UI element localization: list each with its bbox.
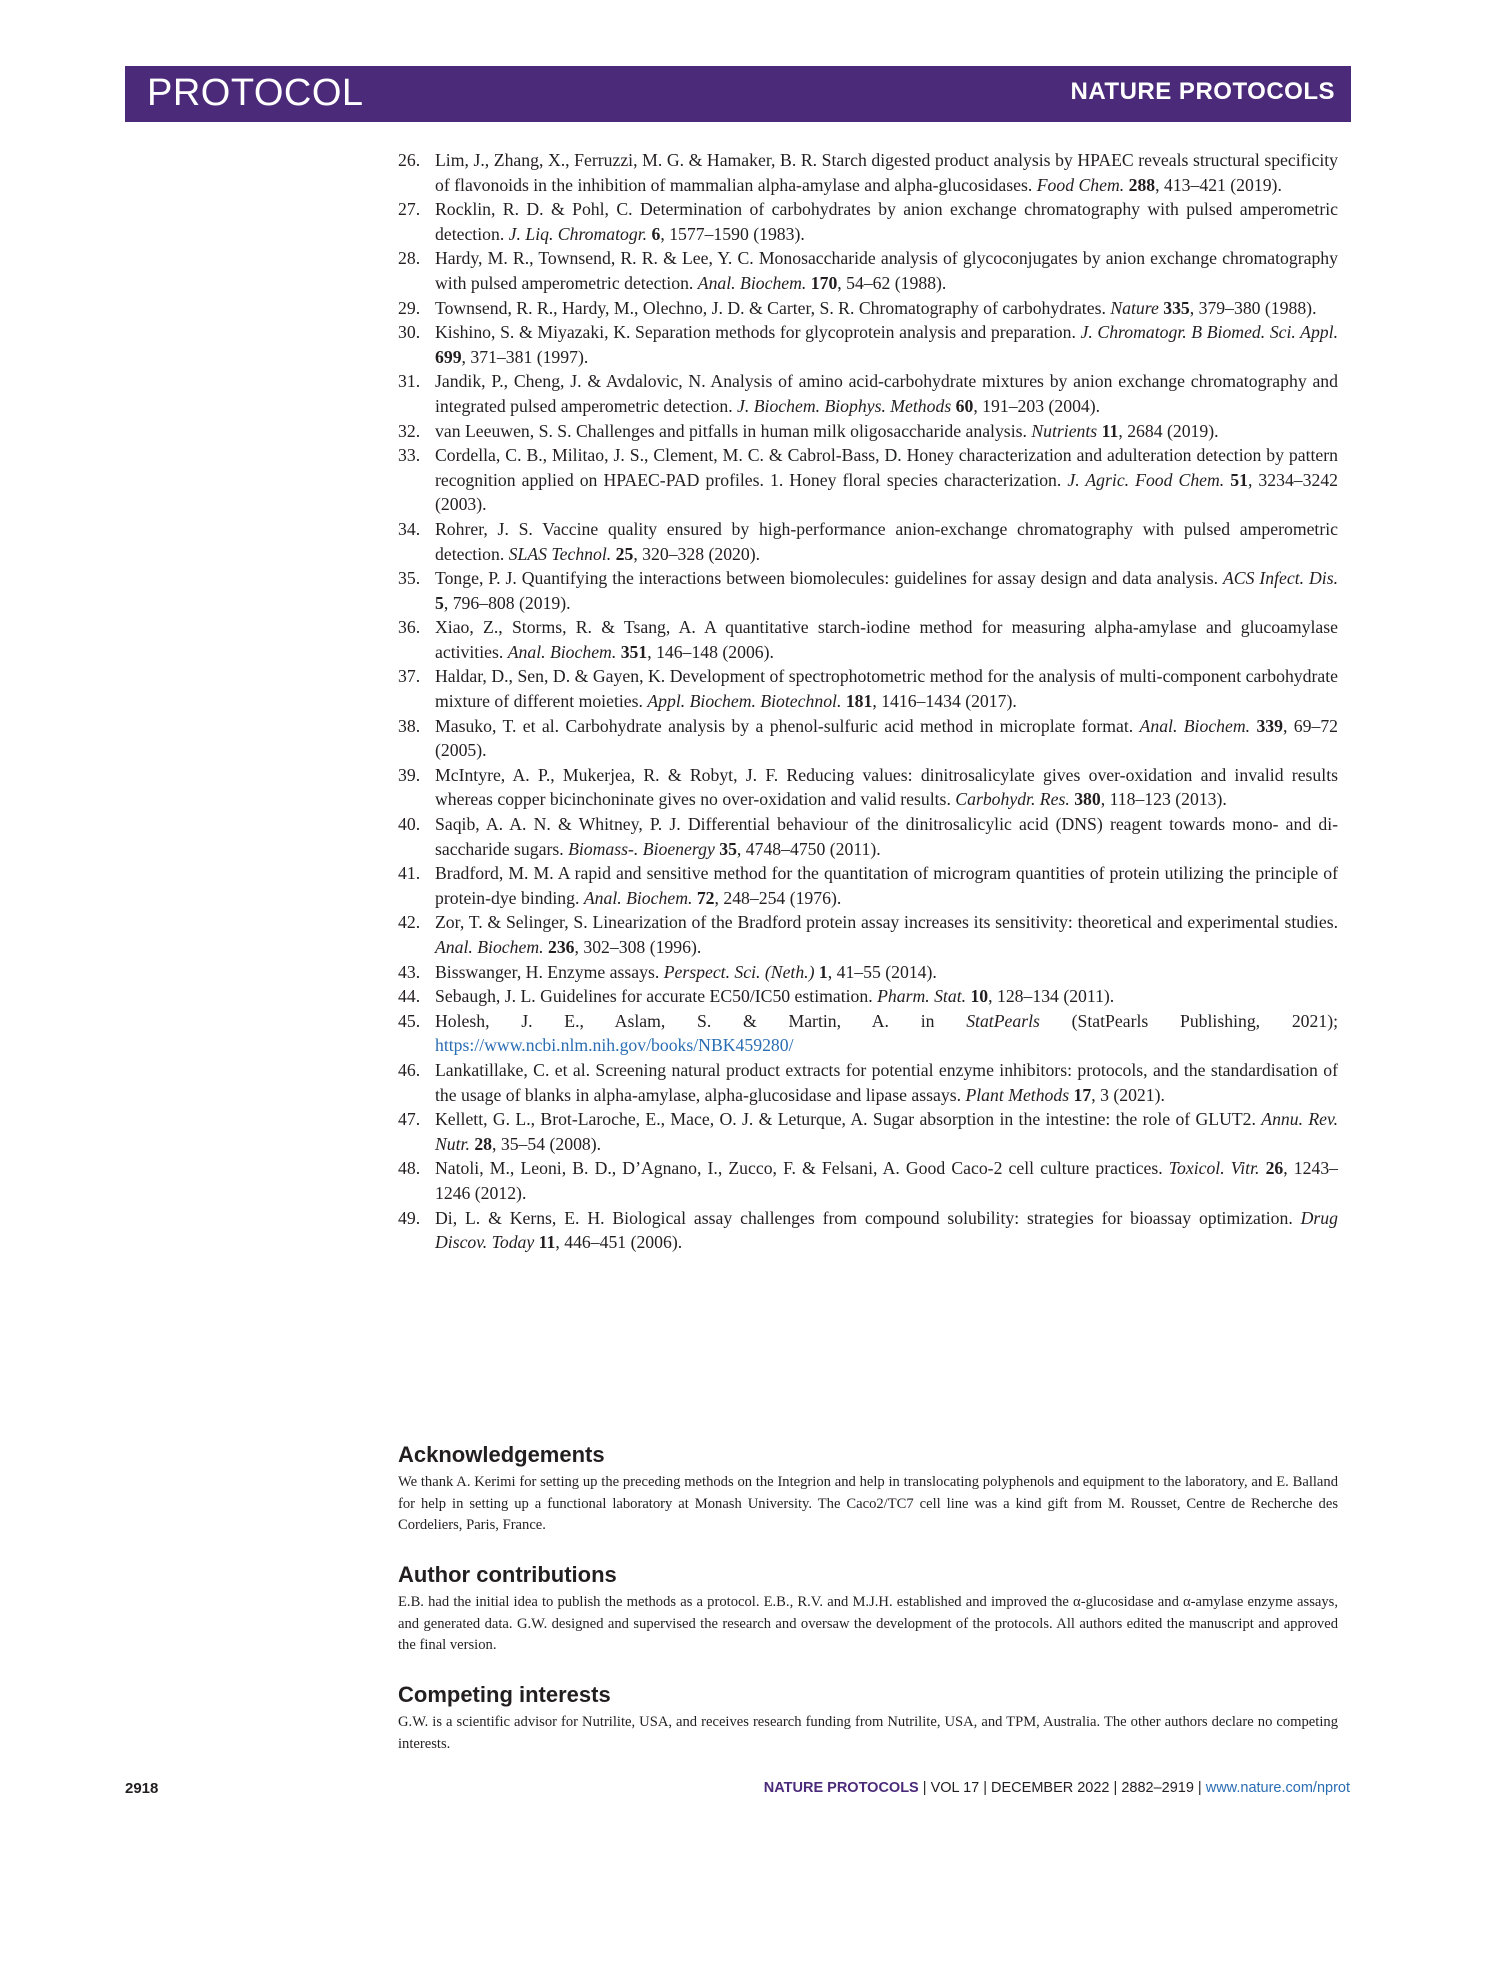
reference-volume: 25 [615, 543, 634, 564]
reference-text: , 146–148 (2006). [647, 641, 774, 662]
reference-journal: J. Chromatogr. B Biomed. Sci. Appl. [1080, 322, 1338, 343]
reference-volume: 60 [955, 395, 974, 416]
reference-text: , 379–380 (1988). [1189, 297, 1317, 318]
reference-text: Bradford, M. M. A rapid and sensitive method for the quantitation of microgram quantities of protein utilizing the principle of protein-dye binding. [435, 863, 1338, 908]
acknowledgements-heading: Acknowledgements [398, 1442, 605, 1467]
reference-text: Kellett, G. L., Brot-Laroche, E., Mace, O. J. & Leturque, A. Sugar absorption in the intestine: the role of GLUT2. [435, 1109, 1262, 1130]
reference-number: 28. [398, 248, 421, 269]
reference-journal: J. Biochem. Biophys. Methods [737, 395, 952, 416]
reference-number: 32. [398, 420, 421, 441]
reference-journal: Food Chem. [1036, 174, 1125, 195]
footer-url-link[interactable]: www.nature.com/nprot [1205, 1780, 1350, 1796]
reference-item [398, 443, 1338, 517]
competing-interests-text: G.W. is a scientific advisor for Nutrilite, USA, and receives research funding from Nutrilite, USA, and TPM, Australia. The other authors declare no competing interests. [398, 1714, 1338, 1752]
reference-number: 45. [398, 1010, 421, 1031]
reference-journal: SLAS Technol. [508, 543, 612, 564]
reference-journal: Anal. Biochem. [435, 937, 544, 957]
reference-journal: J. Agric. Food Chem. [1067, 469, 1225, 490]
reference-text: , 2684 (2019). [1118, 420, 1219, 441]
page-number: 2918 [125, 1780, 159, 1797]
reference-journal: Perspect. Sci. (Neth.) [663, 961, 815, 982]
reference-journal: Plant Methods [965, 1084, 1070, 1105]
reference-text: , 3234–3242 (2003). [435, 469, 1339, 515]
reference-text: , 1243–1246 (2012). [435, 1158, 1339, 1203]
reference-volume: 181 [845, 691, 873, 712]
reference-journal: Nutrients [1031, 420, 1098, 441]
reference-text: Xiao, Z., Storms, R. & Tsang, A. A quantitative starch-iodine method for measuring alpha-amylase and glucoamylase activities. [435, 617, 1338, 662]
reference-volume: 26 [1265, 1158, 1284, 1179]
reference-text: Kishino, S. & Miyazaki, K. Separation methods for glycoprotein analysis and preparation. [435, 322, 1081, 343]
reference-text: , 191–203 (2004). [973, 395, 1101, 416]
footer-citation: NATURE PROTOCOLS | VOL 17 | DECEMBER 2022 | 2882–2919 | www.nature.com/nprot [763, 1780, 1350, 1796]
reference-volume: 11 [538, 1232, 556, 1253]
reference-text: , 302–308 (1996). [574, 937, 702, 957]
reference-journal: Anal. Biochem. [507, 641, 617, 662]
reference-text: , 796–808 (2019). [443, 592, 571, 613]
reference-text: , 69–72 (2005). [435, 715, 1339, 761]
reference-journal: Toxicol. Vitr. [1168, 1158, 1260, 1179]
reference-number: 35. [398, 568, 421, 589]
footer-journal: NATURE PROTOCOLS [763, 1780, 919, 1796]
reference-item [398, 197, 1338, 246]
reference-item [398, 1009, 1338, 1058]
reference-number: 48. [398, 1158, 421, 1179]
reference-link[interactable]: https://www.ncbi.nlm.nih.gov/books/NBK459280/ [435, 1035, 794, 1056]
acknowledgements-text: We thank A. Kerimi for setting up the preceding methods on the Integrion and help in translocating polyphenols and equipment to the laboratory, and E. Balland for help in setting up a functional laboratory at Monash University. The Caco2/TC7 cell line was a kind gift from M. Rousset, Centre de Recherche des Cordeliers, Paris, France. [398, 1474, 1338, 1534]
reference-number: 33. [398, 445, 421, 466]
reference-volume: 288 [1128, 174, 1156, 195]
reference-text: (StatPearls Publishing, 2021); [1039, 1010, 1338, 1031]
reference-text: , 41–55 (2014). [827, 961, 937, 982]
reference-text: , 1577–1590 (1983). [660, 223, 805, 244]
reference-number: 36. [398, 617, 421, 638]
reference-volume: 351 [620, 641, 648, 662]
reference-item [398, 296, 1338, 321]
reference-text: , 118–123 (2013). [1100, 789, 1227, 810]
reference-text: Di, L. & Kerns, E. H. Biological assay challenges from compound solubility: strategies for bioassay optimization. [435, 1207, 1301, 1228]
reference-text: , 320–328 (2020). [633, 543, 761, 564]
reference-item [398, 664, 1338, 713]
reference-number: 37. [398, 666, 421, 687]
reference-item [398, 1206, 1338, 1255]
reference-text: , 248–254 (1976). [714, 887, 842, 908]
reference-text: Jandik, P., Cheng, J. & Avdalovic, N. Analysis of amino acid-carbohydrate mixtures by anion exchange chromatography and integrated pulsed amperometric detection. [435, 371, 1338, 416]
reference-item [398, 1156, 1338, 1205]
reference-text: , 3 (2021). [1091, 1084, 1165, 1105]
reference-text: Natoli, M., Leoni, B. D., D’Agnano, I., Zucco, F. & Felsani, A. Good Caco-2 cell culture practices. [435, 1158, 1169, 1179]
acknowledgements-section [398, 1442, 1338, 1537]
reference-number: 47. [398, 1109, 421, 1130]
reference-text: , 413–421 (2019). [1155, 174, 1282, 195]
reference-text: van Leeuwen, S. S. Challenges and pitfalls in human milk oligosaccharide analysis. [435, 420, 1032, 441]
reference-number: 49. [398, 1207, 421, 1228]
footer-volume: VOL 17 [930, 1780, 980, 1796]
reference-number: 27. [398, 199, 421, 220]
reference-number: 31. [398, 371, 421, 392]
reference-volume: 236 [547, 937, 575, 957]
footer-date: DECEMBER 2022 [991, 1780, 1110, 1796]
reference-text: , 1416–1434 (2017). [872, 691, 1017, 712]
reference-volume: 5 [435, 592, 444, 613]
reference-item [398, 861, 1338, 910]
reference-number: 38. [398, 715, 421, 736]
reference-journal: Nature [1110, 297, 1159, 318]
reference-item [398, 246, 1338, 295]
reference-number: 26. [398, 150, 421, 170]
reference-journal: Anal. Biochem. [697, 272, 807, 293]
reference-text: McIntyre, A. P., Mukerjea, R. & Robyt, J. F. Reducing values: dinitrosalicylate gives over-oxidation and invalid results whereas copper bicinchoninate gives no over-oxidation and valid results. [435, 764, 1338, 810]
reference-volume: 11 [1101, 420, 1119, 441]
reference-text: Rocklin, R. D. & Pohl, C. Determination of carbohydrates by anion exchange chromatography with pulsed amperometric detection. [435, 199, 1338, 244]
reference-volume: 1 [818, 961, 828, 982]
reference-text: Lankatillake, C. et al. Screening natural product extracts for potential enzyme inhibitors: protocols, and the standardisation of the usage of blanks in alpha-amylase, alpha-glucosidase and lipase assays. [435, 1059, 1338, 1105]
reference-item [398, 566, 1338, 615]
reference-volume: 335 [1163, 297, 1190, 318]
reference-number: 40. [398, 814, 421, 835]
reference-text: Haldar, D., Sen, D. & Gayen, K. Development of spectrophotometric method for the analysis of multi-component carbohydrate mixture of different moieties. [435, 666, 1338, 712]
reference-text: Saqib, A. A. N. & Whitney, P. J. Differential behaviour of the dinitrosalicylic acid (DNS) reagent towards mono- and di-saccharide sugars. [435, 814, 1338, 859]
reference-item [398, 419, 1338, 444]
reference-text: , 54–62 (1988). [837, 272, 947, 293]
reference-text: Tonge, P. J. Quantifying the interactions between biomolecules: guidelines for assay design and data analysis. [435, 568, 1223, 589]
reference-item [398, 910, 1338, 959]
reference-text: Bisswanger, H. Enzyme assays. [435, 961, 664, 982]
reference-number: 42. [398, 912, 421, 933]
reference-item [398, 714, 1338, 763]
reference-text: Masuko, T. et al. Carbohydrate analysis by a phenol-sulfuric acid method in microplate format. [435, 715, 1140, 736]
reference-text: Zor, T. & Selinger, S. Linearization of the Bradford protein assay increases its sensitivity: theoretical and experimental studies. [435, 912, 1338, 933]
reference-journal: Anal. Biochem. [1139, 715, 1251, 736]
journal-name-label: NATURE PROTOCOLS [1070, 78, 1335, 105]
reference-text: , 4748–4750 (2011). [736, 838, 881, 859]
footer-pages: 2882–2919 [1121, 1780, 1194, 1796]
reference-text: , 446–451 (2006). [555, 1232, 683, 1253]
reference-journal: Annu. Rev. Nutr. [435, 1109, 1338, 1154]
reference-item [398, 1107, 1338, 1156]
competing-interests-heading: Competing interests [398, 1682, 611, 1707]
reference-volume: 380 [1074, 789, 1101, 810]
reference-volume: 6 [651, 223, 661, 244]
reference-journal: ACS Infect. Dis. [1223, 568, 1338, 589]
reference-text: Hardy, M. R., Townsend, R. R. & Lee, Y. C. Monosaccharide analysis of glycoconjugates by anion exchange chromatography with pulsed amperometric detection. [435, 248, 1338, 293]
reference-text: Holesh, J. E., Aslam, S. & Martin, A. in [435, 1010, 967, 1031]
reference-text: , 371–381 (1997). [461, 346, 589, 367]
reference-item [398, 320, 1338, 369]
author-contributions-text: E.B. had the initial idea to publish the methods as a protocol. E.B., R.V. and M.J.H. established and improved the α-glucosidase and α-amylase enzyme assays, and generated data. G.W. designed and supervised the research and oversaw the development of the protocols. All authors edited the manuscript and approved the final version. [398, 1594, 1338, 1654]
reference-text: , 128–134 (2011). [988, 986, 1115, 1007]
reference-volume: 17 [1073, 1084, 1092, 1105]
reference-item [398, 517, 1338, 566]
reference-item [398, 960, 1338, 985]
reference-number: 34. [398, 518, 421, 539]
reference-volume: 10 [970, 986, 989, 1007]
reference-journal: Pharm. Stat. [877, 986, 967, 1007]
reference-journal: StatPearls [966, 1010, 1040, 1031]
reference-volume: 699 [435, 346, 462, 367]
reference-volume: 28 [474, 1133, 493, 1154]
journal-header-bar [125, 66, 1351, 122]
reference-volume: 72 [696, 887, 715, 908]
reference-journal: Anal. Biochem. [583, 887, 693, 908]
reference-item [398, 763, 1338, 812]
article-type-label: PROTOCOL [147, 72, 364, 114]
reference-number: 41. [398, 863, 421, 884]
reference-number: 46. [398, 1059, 421, 1080]
reference-number: 44. [398, 986, 421, 1007]
reference-item [398, 812, 1338, 861]
reference-item [398, 615, 1338, 664]
reference-text: Cordella, C. B., Militao, J. S., Clement, M. C. & Cabrol-Bass, D. Honey characterization and adulteration detection by pattern recognition applied on HPAEC-PAD profiles. 1. Honey floral species characterization. [435, 445, 1338, 490]
reference-item [398, 984, 1338, 1009]
reference-number: 39. [398, 764, 421, 785]
author-contributions-section [398, 1562, 1338, 1657]
reference-text: Lim, J., Zhang, X., Ferruzzi, M. G. & Hamaker, B. R. Starch digested product analysis by HPAEC reveals structural specificity of flavonoids in the inhibition of mammalian alpha-amylase and alpha-glucosidases. [435, 150, 1338, 195]
reference-journal: Carbohydr. Res. [955, 789, 1070, 810]
reference-volume: 339 [1256, 715, 1283, 736]
reference-text: Rohrer, J. S. Vaccine quality ensured by high-performance anion-exchange chromatography with pulsed amperometric detection. [435, 518, 1338, 564]
reference-volume: 35 [719, 838, 737, 859]
reference-journal: Appl. Biochem. Biotechnol. [647, 691, 842, 712]
reference-text: , 35–54 (2008). [492, 1133, 602, 1154]
reference-journal: Drug Discov. Today [435, 1207, 1338, 1253]
reference-item [398, 369, 1338, 418]
reference-volume: 51 [1230, 469, 1248, 490]
reference-list [398, 148, 1338, 1255]
reference-number: 29. [398, 297, 421, 318]
reference-journal: Biomass-. Bioenergy [568, 838, 715, 859]
reference-item [398, 148, 1338, 197]
reference-number: 30. [398, 322, 421, 343]
reference-text: Townsend, R. R., Hardy, M., Olechno, J. D. & Carter, S. R. Chromatography of carbohydrates. [435, 297, 1111, 318]
reference-number: 43. [398, 961, 421, 982]
reference-journal: J. Liq. Chromatogr. [508, 223, 648, 244]
reference-item [398, 1058, 1338, 1107]
competing-interests-section [398, 1682, 1338, 1755]
reference-text: Sebaugh, J. L. Guidelines for accurate EC50/IC50 estimation. [435, 986, 878, 1007]
reference-volume: 170 [810, 272, 838, 293]
author-contributions-heading: Author contributions [398, 1562, 617, 1587]
